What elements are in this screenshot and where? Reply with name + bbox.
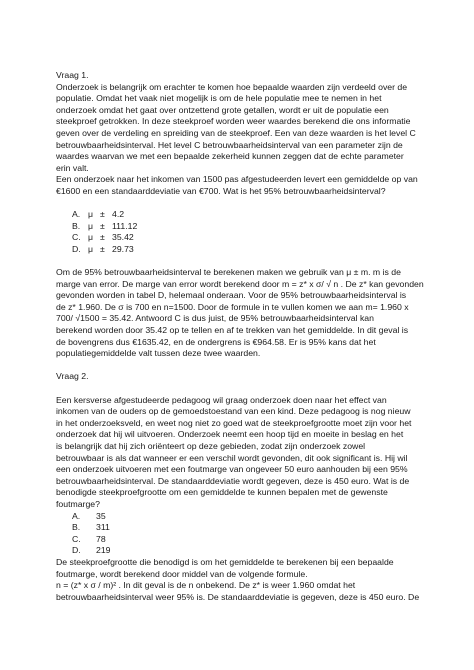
text-line: 700/ √1500 = 35.42. Antwoord C is dus juist, de 95% betrouwbaarheidsinterval kan: [56, 313, 374, 324]
text-line: in het onderzoeksveld, en weet nog niet zo goed wat de steekproefgrootte moet zijn voor het: [56, 417, 412, 428]
option-value: 35: [96, 510, 106, 521]
text-line: is belangrijk dat hij zich oriënteert op deze gebieden, zodat zijn onderzoek zowel: [56, 441, 366, 451]
option-letter: A.: [72, 510, 81, 521]
q1-intro: [56, 82, 424, 175]
text-line: populatie. Omdat het vaak niet mogelijk is om de hele populatie mee te nemen in het: [56, 93, 382, 104]
document-page: [56, 70, 424, 603]
plus-minus-symbol: ±: [100, 232, 105, 243]
text-line: waardes waarvan we met een bepaalde zekerheid kunnen zeggen dat de echte parameter: [56, 151, 404, 162]
mu-symbol: μ: [88, 232, 94, 243]
q2-options: [56, 511, 424, 557]
text-line: €1600 en een standaarddeviatie van €700. Wat is het 95% betrouwbaarheidsinterval?: [56, 185, 386, 196]
text-line: de z* 1.960. De σ is 700 en n=1500. Door de formule in te vullen komen we aan m= 1.960 x: [56, 301, 409, 312]
text-line: Onderzoek is belangrijk om erachter te komen hoe bepaalde waarden zijn verdeeld over de: [56, 81, 408, 92]
q2-option-a: [72, 511, 424, 523]
q2-answer: [56, 557, 424, 603]
q2-option-b: [72, 522, 424, 534]
text-line: betrouwbaarheidsinterval. Het level C betrouwbaarheidsinterval van een parameter zijn de: [56, 139, 403, 150]
text-line: betrouwbaarheidsinterval weer 95% is. De standaarddeviatie is gegeven, deze is 450 euro. De: [56, 591, 420, 602]
option-value: 311: [96, 522, 110, 533]
text-line: De steekproefgrootte die benodigd is om het gemiddelde te berekenen bij een bepaalde: [56, 556, 394, 567]
text-line: de bovengrens dus €1635.42, en de ondergrens is €964.58. Er is 95% kans dat het: [56, 336, 376, 347]
text-line: inkomen van de ouders op de gemoedstoestand van een kind. Deze pedagoog is nog nieuw: [56, 406, 411, 417]
q1-option-a: [72, 209, 424, 221]
text-line: gevonden worden in tabel D, helemaal onderaan. Voor de 95% betrouwbaarheidsinterval is: [56, 290, 407, 301]
spacer: [56, 256, 424, 268]
spacer: [56, 198, 424, 210]
option-value: 29.73: [112, 243, 134, 254]
option-value: 35.42: [112, 232, 134, 243]
text-line: erin valt.: [56, 162, 89, 173]
option-letter: C.: [72, 232, 81, 243]
plus-minus-symbol: ±: [100, 243, 105, 254]
option-letter: C.: [72, 533, 81, 544]
text-line: foutmarge, wordt berekend door middel van de volgende formule.: [56, 568, 308, 579]
text-line: betrouwbaarheidsinterval. De standaarddeviatie wordt gegeven, deze is 450 euro. Wat is de: [56, 475, 410, 486]
plus-minus-symbol: ±: [100, 220, 105, 231]
option-letter: D.: [72, 243, 81, 254]
q2-intro: [56, 395, 424, 511]
text-line: onderzoek dat hij wil uitvoeren. Onderzoek neemt een hoop tijd en moeite in beslag en het: [56, 429, 404, 440]
option-letter: B.: [72, 220, 81, 231]
mu-symbol: μ: [88, 220, 94, 231]
option-letter: D.: [72, 545, 81, 556]
text-line: betrouwbaar is als dat wanneer er een verschil wordt gevonden, dit ook significant is. Hij wil: [56, 452, 408, 463]
q1-option-b: [72, 221, 424, 233]
text-line: onderzoek omdat het gaat over ontzettend grote getallen, wordt er uit de populatie een: [56, 104, 389, 115]
q1-option-c: [72, 232, 424, 244]
q2-option-c: [72, 534, 424, 546]
mu-symbol: μ: [88, 243, 94, 254]
text-line: berekend worden door 35.42 op te tellen en af te trekken van het gemiddelde. In dit geval is: [56, 325, 409, 336]
text-line: Om de 95% betrouwbaarheidsinterval te berekenen maken we gebruik van μ ± m. m is de: [56, 267, 401, 278]
option-value: 78: [96, 533, 106, 544]
text-line: geven over de verdeling en spreiding van de steekproef. Een van deze waarden is het level C: [56, 127, 416, 138]
text-line: benodigde steekproefgrootte om een gemiddelde te kunnen bepalen met de gewenste: [56, 487, 388, 498]
q1-option-d: [72, 244, 424, 256]
mu-symbol: μ: [88, 209, 94, 220]
option-letter: A.: [72, 209, 81, 220]
option-value: 219: [96, 545, 111, 556]
q1-options: [72, 209, 424, 255]
text-line: Een onderzoek naar het inkomen van 1500 pas afgestudeerden levert een gemiddelde op van: [56, 174, 418, 185]
spacer: [56, 383, 424, 395]
text-line: steekproef getrokken. In deze steekproef worden weer waardes berekend die ons informatie: [56, 116, 411, 127]
text-line: populatiegemiddelde valt tussen deze twee waarden.: [56, 348, 261, 359]
text-line: een onderzoek uitvoeren met een foutmarge van ongeveer 50 euro aanhouden bij een 95%: [56, 464, 408, 475]
spacer: [56, 360, 424, 372]
q1-answer: [56, 267, 424, 360]
q2-option-d: [72, 545, 424, 557]
option-value: 4.2: [112, 209, 125, 220]
text-line: Een kersverse afgestudeerde pedagoog wil graag onderzoek doen naar het effect van: [56, 394, 387, 405]
text-line: n = (z* x σ / m)² . In dit geval is de n onbekend. De z* is weer 1.960 omdat het: [56, 580, 356, 591]
text-line: foutmarge?: [56, 498, 100, 509]
option-letter: B.: [72, 522, 81, 533]
q2-heading: Vraag 2.: [56, 371, 89, 382]
q1-heading: Vraag 1.: [56, 70, 89, 80]
option-value: 111.12: [112, 220, 138, 231]
q1-question: [56, 174, 424, 197]
plus-minus-symbol: ±: [100, 209, 105, 220]
text-line: marge van error. De marge van error wordt berekend door m = z* x σ/ √ n . De z* kan gevonden: [56, 278, 424, 289]
